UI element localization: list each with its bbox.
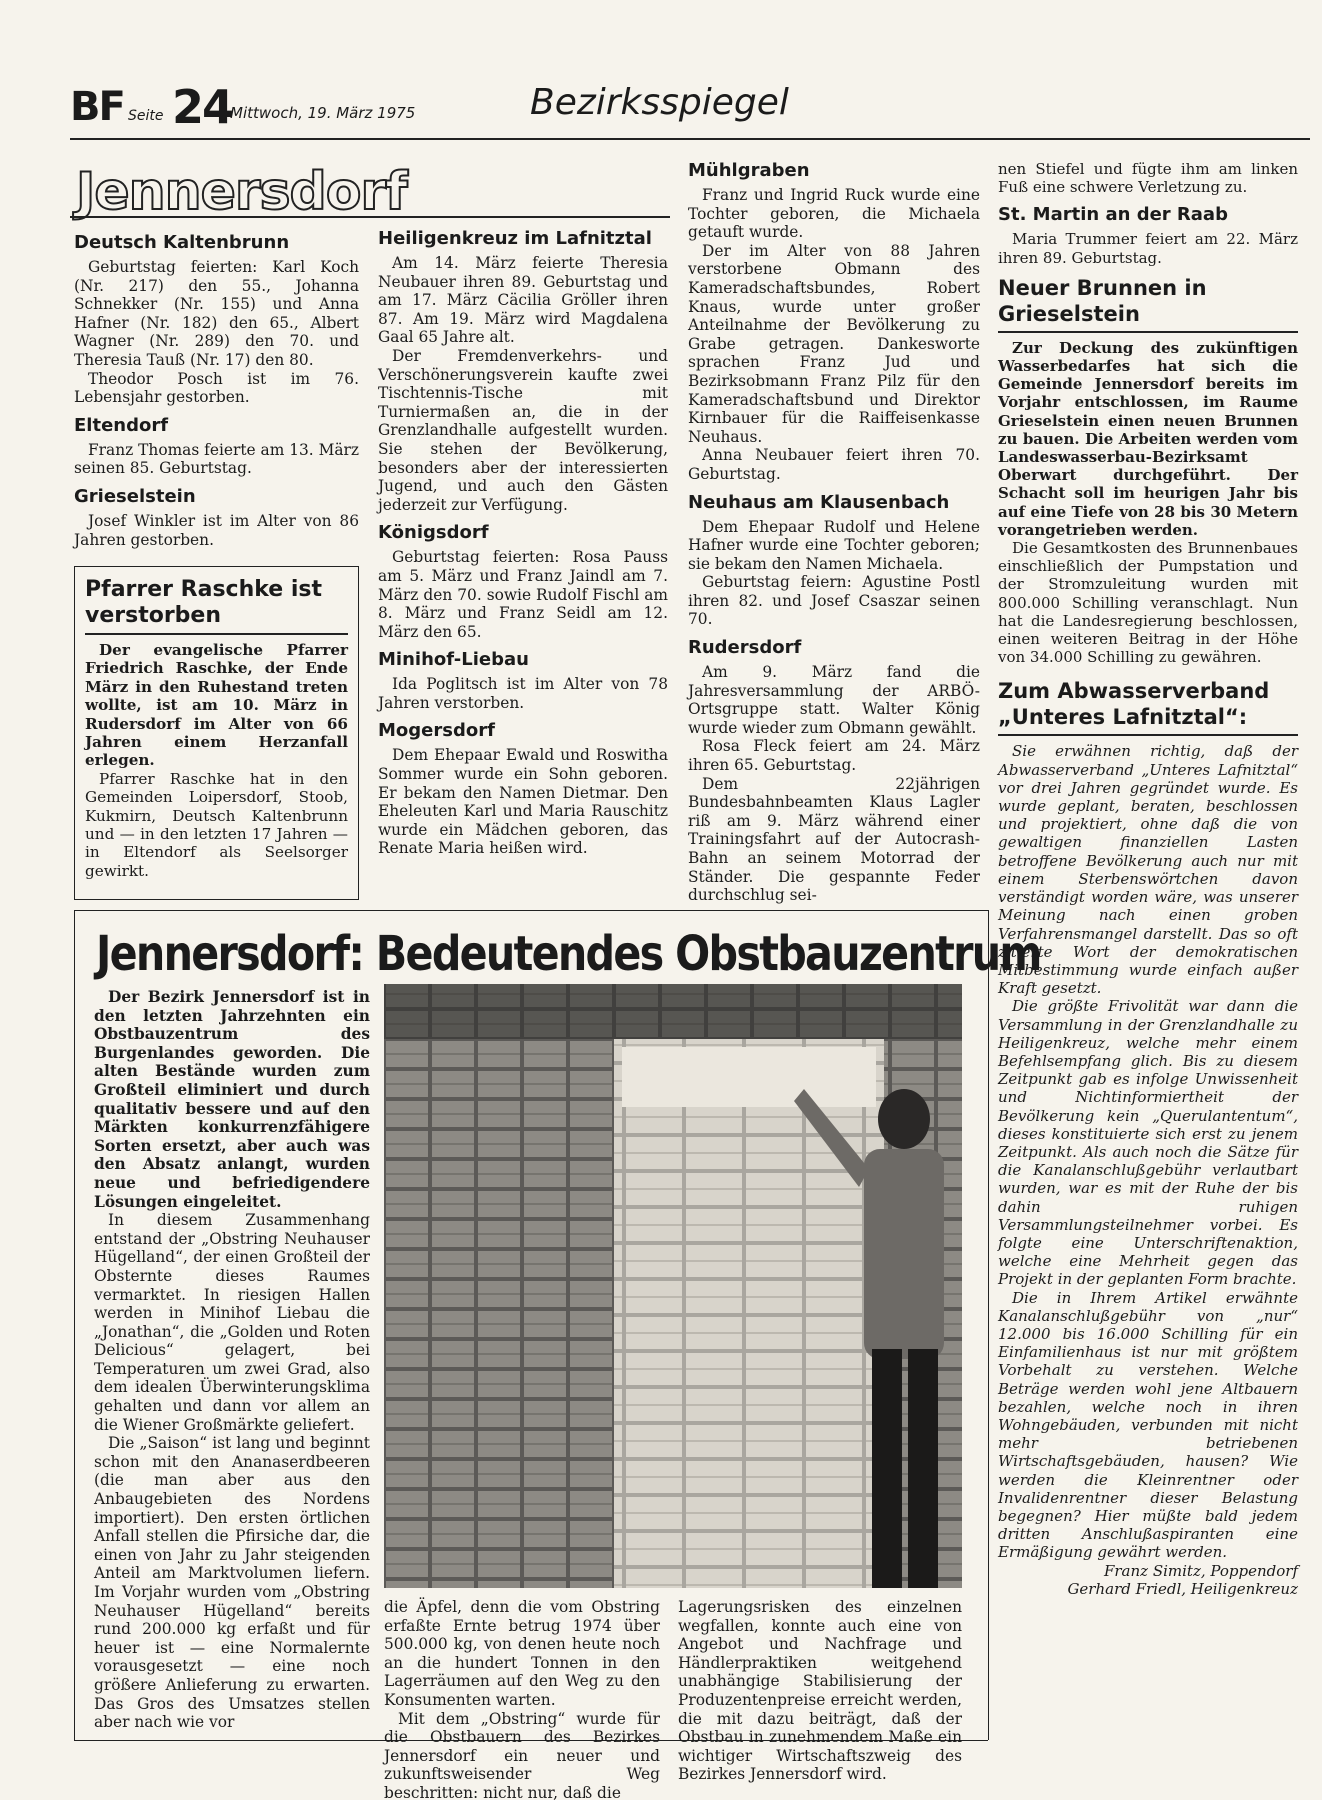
heading-deutsch-kaltenbrunn: Deutsch Kaltenbrunn <box>74 232 290 253</box>
letter-paragraph: Die in Ihrem Artikel erwähnte Kanalanschlußgebühr von „nur“ 12.000 bis 16.000 Schilling für ein Einfamilienhaus ist nur mit größtem Vorbehalt zu verstehen. Welche Beträge werden wohl jene Altbauern bezahlen, welche noch in ihren Wohngebäuden, verbunden mit nicht mehr betriebenen Wirtschaftsgebäuden, hausen? Wie werden die Kleinrentner oder Invalidenrentner dieser Belastung begegnen? Hier müßte bald jedem dritten Anschlußaspiranten eine Ermäßigung gewährt werden. <box>998 1288 1298 1562</box>
paragraph: Dem Ehepaar Ewald und Roswitha Sommer wurde ein Sohn geboren. Er bekam den Namen Dietmar. Den Eheleuten Karl und Maria Rauschitz wurde ein Mädchen geboren, das Renate Maria heißen wird. <box>378 746 668 858</box>
heading-eltendorf: Eltendorf <box>74 414 169 436</box>
box-body <box>85 641 348 880</box>
paragraph: Rosa Fleck feiert am 24. März ihren 65. Geburtstag. <box>688 737 980 775</box>
feature-headline: Jennersdorf: Bedeutendes Obstbauzentrum <box>96 926 1041 982</box>
photo-fruit-crates <box>384 984 962 1588</box>
paragraph: Josef Winkler ist im Alter von 86 Jahren gestorben. <box>74 511 359 549</box>
signature: Gerhard Friedl, Heiligenkreuz <box>1067 1579 1298 1598</box>
feature-column-3 <box>678 1598 962 1784</box>
paragraph: Franz und Ingrid Ruck wurde eine Tochter geboren, die Michaela getauft wurde. <box>688 186 980 242</box>
paragraph: Lagerungsrisken des einzelnen wegfallen, konnte auch eine von Angebot und Nachfrage und Händlerpraktiken weitgehend unabhängige Stabilisierung der Produzentenpreise erreicht werden, die mit dazu beiträgt, daß der Obstbau in zunehmendem Maße ein wichtiger Wirtschaftszweig des Bezirkes Jennersdorf wird. <box>678 1598 962 1784</box>
letter-paragraph: Sie erwähnen richtig, daß der Abwasserverband „Unteres Lafnitztal“ vor drei Jahren gegründet wurde. Es wurde geplant, beraten, beschlossen und projektiert, ohne daß die von gewaltigen finanziellen Lasten betroffene Bevölkerung auch nur mit einem Sterbenswörtchen davon verständigt worden wäre, was unserer Meinung nach einen groben Verfahrensmangel darstellt. Das so oft zitierte Wort der demokratischen Mitbestimmung wurde einfach außer Kraft gesetzt. <box>998 742 1298 998</box>
paragraph: Dem Ehepaar Rudolf und Helene Hafner wurde eine Tochter geboren; sie bekam den Namen Michaela. <box>688 517 980 573</box>
issue-date: Mittwoch, 19. März 1975 <box>230 104 416 122</box>
paragraph: Mit dem „Obstring“ wurde für die Obstbauern des Bezirkes Jennersdorf ein neuer und zukunftsweisender Weg beschritten: nicht nur, daß die <box>384 1709 660 1800</box>
paragraph: Der im Alter von 88 Jahren verstorbene Obmann des Kameradschaftsbundes, Robert Knaus, wurde unter großer Anteilnahme der Bevölkerung zu Grabe getragen. Dankesworte sprachen Franz Jud und Bezirksobmann Franz Pilz für den Kameradschaftsbund und Direktor Kirnbauer für die Raiffeisenkasse Neuhaus. <box>688 241 980 446</box>
box-title: Pfarrer Raschke ist verstorben <box>85 577 348 635</box>
feature-column-2 <box>384 1598 660 1800</box>
heading-neuer-brunnen: Neuer Brunnen in Grieselstein <box>998 275 1207 326</box>
heading-rudersdorf: Rudersdorf <box>688 637 802 659</box>
paragraph: Die Gesamtkosten des Brunnenbaues einschließlich der Pumpstation und der Stromzuleitung wurden mit 800.000 Schilling veranschlagt. Nun hat die Landesregierung beschlossen, einen weiteren Beitrag in der Höhe von 34.000 Schilling zu gewähren. <box>998 539 1298 667</box>
paragraph: nen Stiefel und fügte ihm am linken Fuß eine schwere Verletzung zu. <box>998 160 1298 197</box>
heading-heiligenkreuz: Heiligenkreuz im Lafnitztal <box>378 228 652 249</box>
box-paragraph: Pfarrer Raschke hat in den Gemeinden Loipersdorf, Stoob, Kukmirn, Deutsch Kaltenbrunn und — in den letzten 17 Jahren — in Eltendorf als Seelsorger gewirkt. <box>85 769 348 880</box>
district-logo: Jennersdorf <box>76 162 407 222</box>
paragraph: Geburtstag feiern: Agustine Postl ihren 82. und Josef Csaszar seinen 70. <box>688 573 980 629</box>
paragraph: Die „Saison“ ist lang und beginnt schon mit den Ananaserdbeeren (die man aber aus den Anbaugebieten des Nordens importiert). Den ersten örtlichen Anfall stellen die Pfirsiche dar, die einen von Jahr zu Jahr steigenden Anteil am Marktvolumen liefern. Im Vorjahr wurden vom „Obstring Neuhauser Hügelland“ bereits rund 200.000 kg erfaßt und für heuer ist — eine Normalernte vorausgesetzt — eine noch größere Anlieferung zu erwarten. Das Gros des Umsatzes stellen aber nach wie vor <box>94 1434 370 1732</box>
column-3 <box>688 160 980 905</box>
masthead <box>70 78 1310 140</box>
column-2 <box>378 228 668 858</box>
paragraph: In diesem Zusammenhang entstand der „Obstring Neuhauser Hügelland“, der einen Großteil der Obsternte dieses Raumes vermarktet. In riesigen Hallen werden in Minihof Liebau die „Jonathan“, die „Golden und Roten Delicious“ gelagert, bei Temperaturen um zwei Grad, also dem idealen Überwinterungsklima gehalten und dann vor allem an die Wiener Großmärkte geliefert. <box>94 1211 370 1434</box>
paragraph: Am 9. März fand die Jahresversammlung der ARBÖ-Ortsgruppe statt. Walter König wurde wieder zum Obmann gewählt. <box>688 663 980 737</box>
feature-lead: Der Bezirk Jennersdorf ist in den letzten Jahrzehnten ein Obstbauzentrum des Burgenlandes geworden. Die alten Bestände wurden zum Großteil eliminiert und durch qualitativ bessere und auf den Märkten konkurrenzfähigere Sorten ersetzt, aber auch was den Absatz anlangt, wurden neue und befriedigendere Lösungen eingeleitet. <box>94 988 370 1211</box>
heading-neuhaus: Neuhaus am Klausenbach <box>688 491 950 513</box>
page-label: Seite <box>128 108 164 124</box>
paragraph: Maria Trummer feiert am 22. März ihren 89. Geburtstag. <box>998 230 1298 267</box>
paragraph: Am 14. März feierte Theresia Neubauer ihren 89. Geburtstag und am 17. März Cäcilia Gröller ihren 87. Am 19. März wird Magdalena Gaal 65 Jahre alt. <box>378 254 668 347</box>
heading-koenigsdorf: Königsdorf <box>378 522 489 544</box>
box-lead: Der evangelische Pfarrer Friedrich Raschke, der Ende März in den Ruhestand treten wollte, ist am 10. März in Rudersdorf im Alter von 66 Jahren einem Herzanfall erlegen. <box>85 641 348 770</box>
heading-st-martin: St. Martin an der Raab <box>998 204 1228 226</box>
feature-left-rule <box>74 910 75 1740</box>
paragraph: Der Fremdenverkehrs- und Verschönerungsverein kaufte zwei Tischtennis-Tische mit Turniermaßen an, die in der Grenzlandhalle aufgestellt wurden. Sie stehen der Bevölkerung, besonders aber der interessierten Jugend, und auch den Gästen jederzeit zur Verfügung. <box>378 346 668 514</box>
signature: Franz Simitz, Poppendorf <box>1103 1561 1298 1580</box>
paragraph: Geburtstag feierten: Karl Koch (Nr. 217) den 55., Johanna Schnekker (Nr. 155) und Anna Hafner (Nr. 182) den 65., Albert Wagner (Nr. 289) den 70. und Theresia Tauß (Nr. 17) den 80. <box>74 258 359 369</box>
logo-rule <box>70 216 670 218</box>
sub-rule <box>998 734 1298 736</box>
paragraph: die Äpfel, denn die vom Obstring erfaßte Ernte betrug 1974 über 500.000 kg, von denen heute noch an die hundert Tonnen in den Lagerräumen auf den Weg zu den Konsumenten warten. <box>384 1598 660 1709</box>
feature-column-1 <box>94 988 370 1732</box>
page-number: 24 <box>172 80 233 134</box>
paper-logo: BF <box>70 84 124 130</box>
letter-paragraph: Die größte Frivolität war dann die Versammlung in der Grenzlandhalle zu Heiligenkreuz, welche mehr einem Befehlsempfang glich. Bis zu diesem Zeitpunkt gab es infolge Unwissenheit und Nichtinformiertheit der Bevölkerung kein „Querulantentum“, dieses konstituierte sich erst zu jenem Zeitpunkt. Als auch noch die Sätze für die Kanalanschlußgebühr verlautbart wurden, war es mit der Ruhe der bis dahin ruhigen Versammlungsteilnehmer vorbei. Es folgte eine Unterschriftenaktion, welche eine Mehrheit gegen das Projekt in der geplanten Form brachte. <box>998 997 1298 1289</box>
heading-grieselstein: Grieselstein <box>74 485 196 507</box>
brunnen-lead: Zur Deckung des zukünftigen Wasserbedarfes hat sich die Gemeinde Jennersdorf bereits im Vorjahr entschlossen, im Raume Grieselstein einen neuen Brunnen zu bauen. Die Arbeiten werden vom Landeswasserbau-Bezirksamt Oberwart durchgeführt. Der Schacht soll im heurigen Jahr bis auf eine Tiefe von 28 bis 30 Metern vorangetrieben werden. <box>998 338 1298 539</box>
sub-rule <box>998 331 1298 333</box>
paragraph: Ida Poglitsch ist im Alter von 78 Jahren verstorben. <box>378 675 668 712</box>
paragraph: Geburtstag feierten: Rosa Pauss am 5. März und Franz Jaindl am 7. März den 70. sowie Rudolf Fischl am 8. März und Franz Seidl am 12. März den 65. <box>378 548 668 641</box>
heading-abwasserverband: Zum Abwasserverband „Unteres Lafnitztal“: <box>998 679 1270 730</box>
paragraph: Franz Thomas feierte am 13. März seinen 85. Geburtstag. <box>74 440 359 478</box>
paragraph: Theodor Posch ist im 76. Lebensjahr gestorben. <box>74 369 359 407</box>
paragraph: Dem 22jährigen Bundesbahnbeamten Klaus Lagler riß am 9. März während einer Trainingsfahrt auf der Autocrash-Bahn an seinem Motorrad der Ständer. Die gespannte Feder durchschlug sei- <box>688 774 980 905</box>
obituary-box <box>74 566 359 900</box>
column-4 <box>998 160 1298 1598</box>
photo-illustration <box>384 984 962 1588</box>
heading-mogersdorf: Mogersdorf <box>378 720 495 742</box>
feature-top-rule <box>74 910 988 911</box>
feature-right-rule <box>988 910 989 1740</box>
heading-muehlgraben: Mühlgraben <box>688 160 810 181</box>
section-title: Bezirksspiegel <box>530 82 789 123</box>
heading-minihof-liebau: Minihof-Liebau <box>378 649 529 671</box>
column-1 <box>74 232 359 549</box>
paragraph: Anna Neubauer feiert ihren 70. Geburtstag. <box>688 446 980 483</box>
